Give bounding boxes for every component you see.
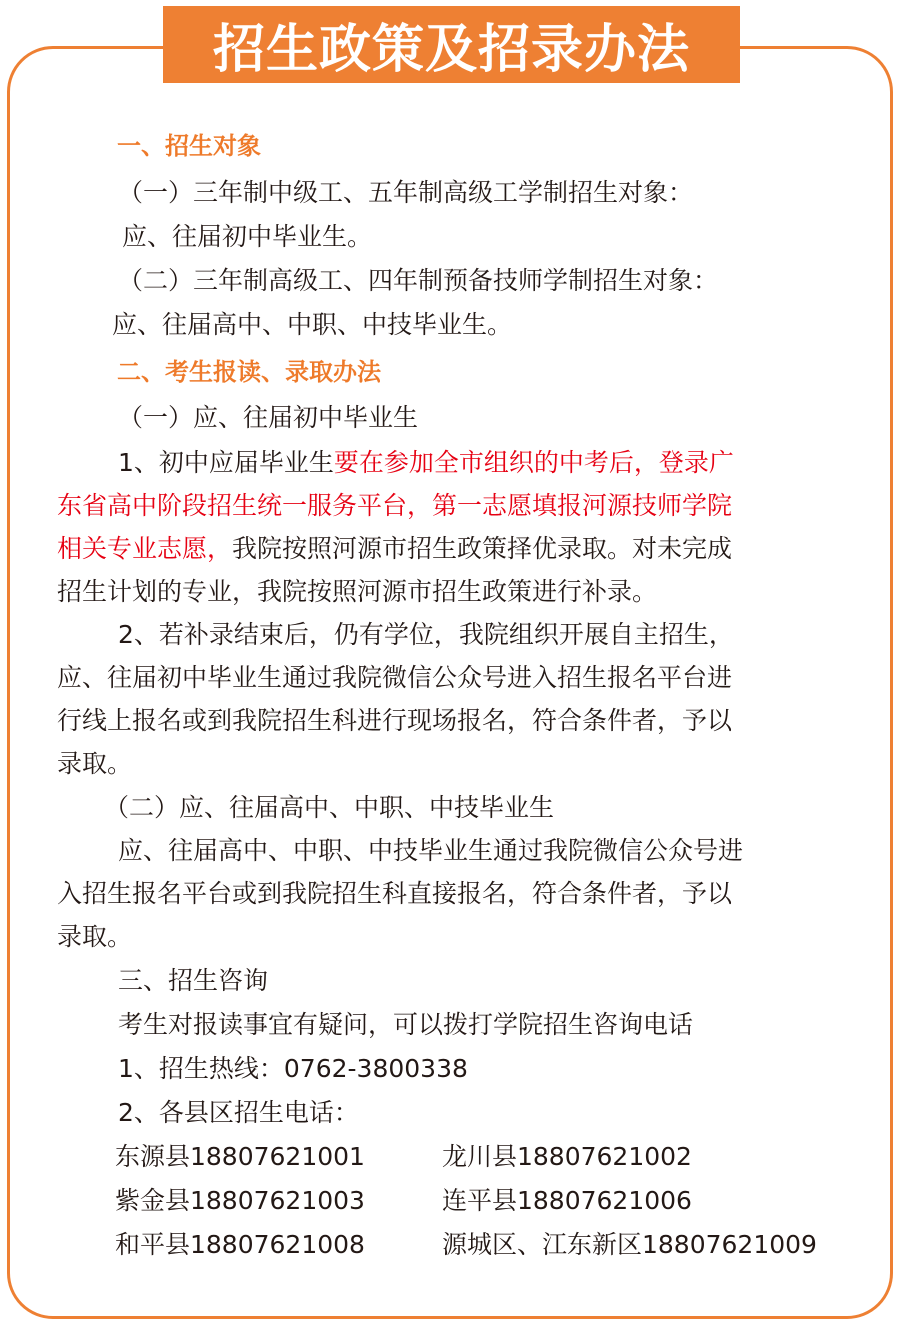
section2-p3-line1: 应、往届高中、中职、中技毕业生通过我院微信公众号进: [118, 836, 744, 865]
phone-longchuan: 龙川县18807621002: [442, 1142, 692, 1171]
section2-p3-line2: 入招生报名平台或到我院招生科直接报名，符合条件者，予以: [57, 879, 733, 908]
p1-highlight-end: 相关专业志愿，: [57, 534, 233, 563]
section2-p2-line4: 录取。: [57, 749, 133, 778]
phone-lianping: 连平县18807621006: [442, 1186, 692, 1215]
phone-heping: 和平县18807621008: [115, 1230, 365, 1259]
section2-sub2-title: （二）应、往届高中、中职、中技毕业生: [104, 793, 555, 822]
phone-zijin: 紫金县18807621003: [115, 1186, 365, 1215]
section1-item2-body: 应、往届高中、中职、中技毕业生。: [112, 310, 513, 339]
p1-highlight: 要在参加全市组织的中考后，登录广: [333, 448, 734, 477]
section1-item1-body: 应、往届初中毕业生。: [122, 222, 373, 251]
section2-p2-line2: 应、往届初中毕业生通过我院微信公众号进入招生报名平台进: [57, 663, 733, 692]
section2-p1-line4: 招生计划的专业，我院按照河源市招生政策进行补录。: [57, 577, 658, 606]
section2-p2-line1: 2、若补录结束后，仍有学位，我院组织开展自主招生，: [118, 620, 734, 649]
section2-p1-line1: [118, 448, 734, 478]
section3-heading: 三、招生咨询: [118, 966, 269, 995]
section2-p3-line3: 录取。: [57, 922, 133, 951]
section1-heading: 一、招生对象: [117, 132, 261, 160]
section3-county-label: 2、各县区招生电话：: [118, 1098, 359, 1127]
p1-text: 1、初中应届毕业生: [118, 448, 334, 477]
section2-p2-line3: 行线上报名或到我院招生科进行现场报名，符合条件者，予以: [57, 706, 733, 735]
section1-item1-title: （一）三年制中级工、五年制高级工学制招生对象：: [118, 178, 694, 207]
section3-intro: 考生对报读事宜有疑问，可以拨打学院招生咨询电话: [118, 1010, 694, 1039]
title-banner: [163, 6, 740, 83]
section2-p1-line3: [57, 534, 732, 564]
page-title: 招生政策及招录办法: [212, 20, 690, 80]
p1-text-cont: 我院按照河源市招生政策择优录取。对未完成: [232, 534, 733, 563]
section3-hotline: 1、招生热线：0762-3800338: [118, 1054, 468, 1083]
phone-yuancheng: 源城区、江东新区18807621009: [442, 1230, 817, 1259]
section2-sub1-title: （一）应、往届初中毕业生: [118, 403, 419, 432]
section2-p1-line2: 东省高中阶段招生统一服务平台，第一志愿填报河源技师学院: [57, 491, 733, 520]
phone-dongyuan: 东源县18807621001: [115, 1142, 365, 1171]
section1-item2-title: （二）三年制高级工、四年制预备技师学制招生对象：: [118, 266, 719, 295]
section2-heading: 二、考生报读、录取办法: [117, 358, 381, 386]
